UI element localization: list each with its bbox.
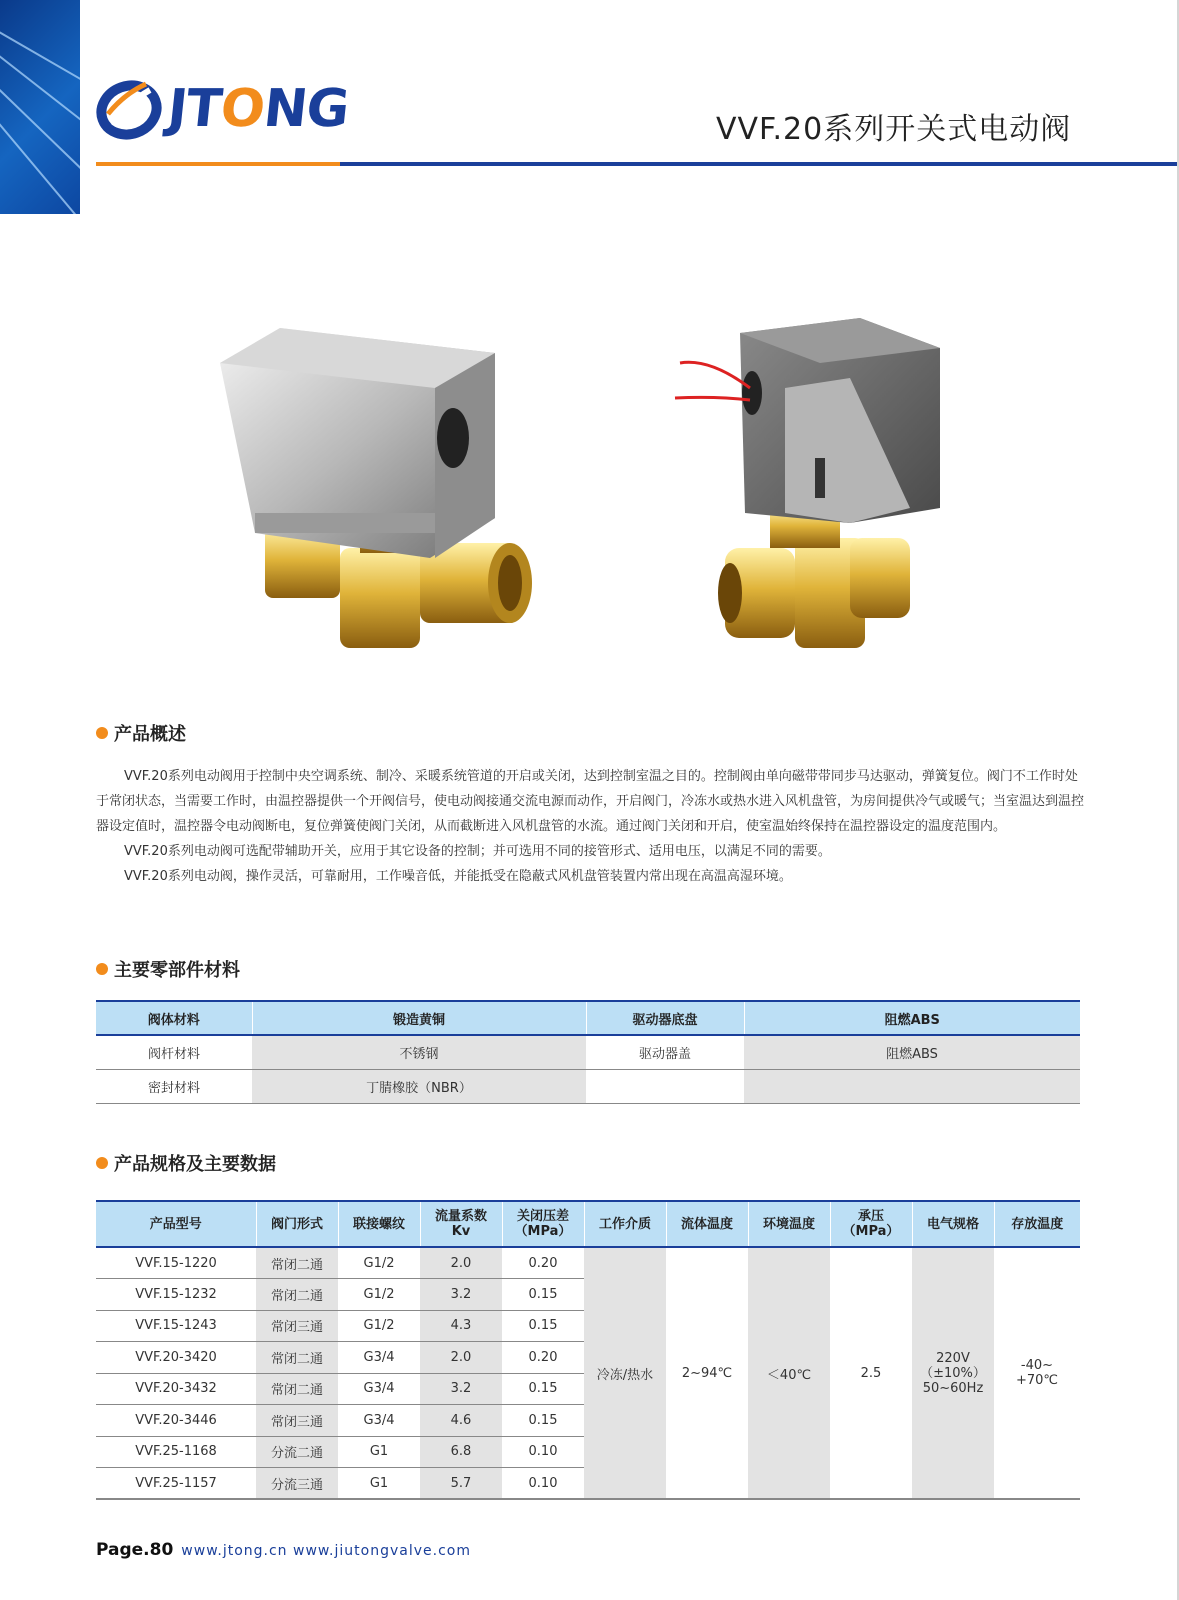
header-rule-accent [96,162,340,166]
table-cell: 驱动器盖 [586,1035,744,1069]
table-cell: 4.6 [420,1405,502,1437]
cell-line: +70℃ [1015,1373,1059,1388]
table-cell: ＜40℃ [748,1247,830,1499]
table-cell: 常闭二通 [256,1279,338,1311]
table-cell: G1/2 [338,1310,420,1342]
table-header-cell: 环境温度 [748,1201,830,1247]
table-header-cell [420,1201,502,1247]
materials-title: 主要零部件材料 [114,960,240,981]
cell-line: -40~ [1020,1358,1054,1373]
table-cell: 0.15 [502,1310,584,1342]
page-footer [96,1540,471,1560]
table-header-cell: 电气规格 [912,1201,994,1247]
bullet-icon [96,1157,108,1169]
table-cell: G1/2 [338,1247,420,1279]
table-cell: VVF.15-1243 [96,1310,256,1342]
header-line: 关闭压差 [516,1209,569,1224]
table-cell: 0.15 [502,1279,584,1311]
table-cell [912,1247,994,1499]
brand-logo [94,74,352,144]
table-header-cell: 存放温度 [994,1201,1080,1247]
table-cell: 2.5 [830,1247,912,1499]
table-header-cell: 产品型号 [96,1201,256,1247]
table-row [96,1069,1080,1103]
table-cell: VVF.20-3432 [96,1373,256,1405]
bullet-icon [96,963,108,975]
table-cell: 常闭三通 [256,1405,338,1437]
table-cell: 分流三通 [256,1468,338,1500]
cell-line: 50~60Hz [922,1380,984,1396]
brand-wordmark: JTONG [164,79,352,139]
specs-heading [96,1150,276,1176]
table-cell: G3/4 [338,1405,420,1437]
header-corner-graphic [0,0,80,214]
table-cell [994,1247,1080,1499]
table-cell: 常闭二通 [256,1342,338,1374]
header-rule [340,162,1179,166]
table-header-cell: 流体温度 [666,1201,748,1247]
header-line: （MPa） [514,1224,572,1239]
table-header-cell: 锻造黄铜 [252,1001,586,1035]
table-cell: 常闭二通 [256,1373,338,1405]
table-cell: G3/4 [338,1373,420,1405]
table-row [96,1247,1080,1279]
table-cell: 冷冻/热水 [584,1247,666,1499]
table-cell: 0.15 [502,1405,584,1437]
table-header-cell: 阀体材料 [96,1001,252,1035]
header-line: Kv [451,1224,471,1239]
table-header-cell: 驱动器底盘 [586,1001,744,1035]
table-cell: G1 [338,1436,420,1468]
overview-title: 产品概述 [114,724,186,745]
valve-grey-image [675,318,940,648]
table-cell: 0.10 [502,1436,584,1468]
materials-heading [96,956,240,982]
table-cell: 不锈钢 [252,1035,586,1069]
table-cell: 4.3 [420,1310,502,1342]
table-cell: 0.20 [502,1342,584,1374]
table-cell: VVF.25-1157 [96,1468,256,1500]
table-header-cell: 工作介质 [584,1201,666,1247]
product-photos [210,318,980,668]
overview-paragraph: VVF.20系列电动阀可选配带辅助开关，应用于其它设备的控制；并可选用不同的接管形式、适用电压，以满足不同的需要。 [124,844,831,859]
table-cell: 0.10 [502,1468,584,1500]
header-line: （MPa） [842,1224,900,1239]
specs-title: 产品规格及主要数据 [114,1154,276,1175]
materials-table [96,1000,1080,1104]
table-header-cell: 阻燃ABS [744,1001,1080,1035]
cell-line: 220V [936,1350,970,1366]
table-cell: G1/2 [338,1279,420,1311]
cell-line: （±10%） [920,1365,986,1381]
table-cell: VVF.20-3420 [96,1342,256,1374]
table-cell: 密封材料 [96,1069,252,1103]
overview-paragraph: VVF.20系列电动阀，操作灵活，可靠耐用，工作噪音低，并能抵受在隐蔽式风机盘管装置内常出现在高温高湿环境。 [124,869,792,884]
logo-mark-icon [94,74,164,144]
table-cell: 阻燃ABS [744,1035,1080,1069]
table-cell: G1 [338,1468,420,1500]
table-cell: 2.0 [420,1247,502,1279]
table-cell: 阀杆材料 [96,1035,252,1069]
table-header-cell [830,1201,912,1247]
table-cell: 0.15 [502,1373,584,1405]
table-header-cell: 联接螺纹 [338,1201,420,1247]
table-cell: 常闭二通 [256,1247,338,1279]
header-line: 承压 [857,1209,884,1224]
overview-text [96,764,1086,889]
table-cell [744,1069,1080,1103]
table-cell [586,1069,744,1103]
table-cell: VVF.25-1168 [96,1436,256,1468]
page-number: Page.80 [96,1540,174,1560]
table-row [96,1035,1080,1069]
page-title: VVF.20系列开关式电动阀 [716,112,1072,147]
table-cell: 常闭三通 [256,1310,338,1342]
overview-paragraph: VVF.20系列电动阀用于控制中央空调系统、制冷、采暖系统管道的开启或关闭，达到控制室温之目的。控制阀由单向磁带带同步马达驱动，弹簧复位。阀门不工作时处于常闭状态，当需要工作时，由温控器提供一个开阀信号，使电动阀接通交流电源而动作，开启阀门，冷冻水或热水进入风机盘管，为房间提供冷气或暖气；当室温达到温控器设定值时，温控器令电动阀断电，复位弹簧使阀门关闭，从而截断进入风机盘管的水流。通过阀门关闭和开启，使室温始终保持在温控器设定的温度范围内。 [96,769,1085,834]
table-cell: VVF.20-3446 [96,1405,256,1437]
valve-chrome-image [220,328,532,648]
overview-heading [96,720,186,746]
table-cell: VVF.15-1220 [96,1247,256,1279]
table-header-row [96,1001,1080,1035]
table-cell: 2~94℃ [666,1247,748,1499]
table-cell: 3.2 [420,1373,502,1405]
table-cell: 丁腈橡胶（NBR） [252,1069,586,1103]
table-header-row [96,1201,1080,1247]
table-cell: 5.7 [420,1468,502,1500]
footer-websites: www.jtong.cn www.jiutongvalve.com [181,1543,471,1559]
table-cell: 6.8 [420,1436,502,1468]
bullet-icon [96,727,108,739]
header-line: 流量系数 [434,1209,487,1224]
table-cell: 0.20 [502,1247,584,1279]
specs-table [96,1200,1080,1500]
table-cell: 分流二通 [256,1436,338,1468]
table-header-cell: 阀门形式 [256,1201,338,1247]
table-cell: VVF.15-1232 [96,1279,256,1311]
table-cell: G3/4 [338,1342,420,1374]
table-header-cell [502,1201,584,1247]
table-cell: 3.2 [420,1279,502,1311]
table-cell: 2.0 [420,1342,502,1374]
